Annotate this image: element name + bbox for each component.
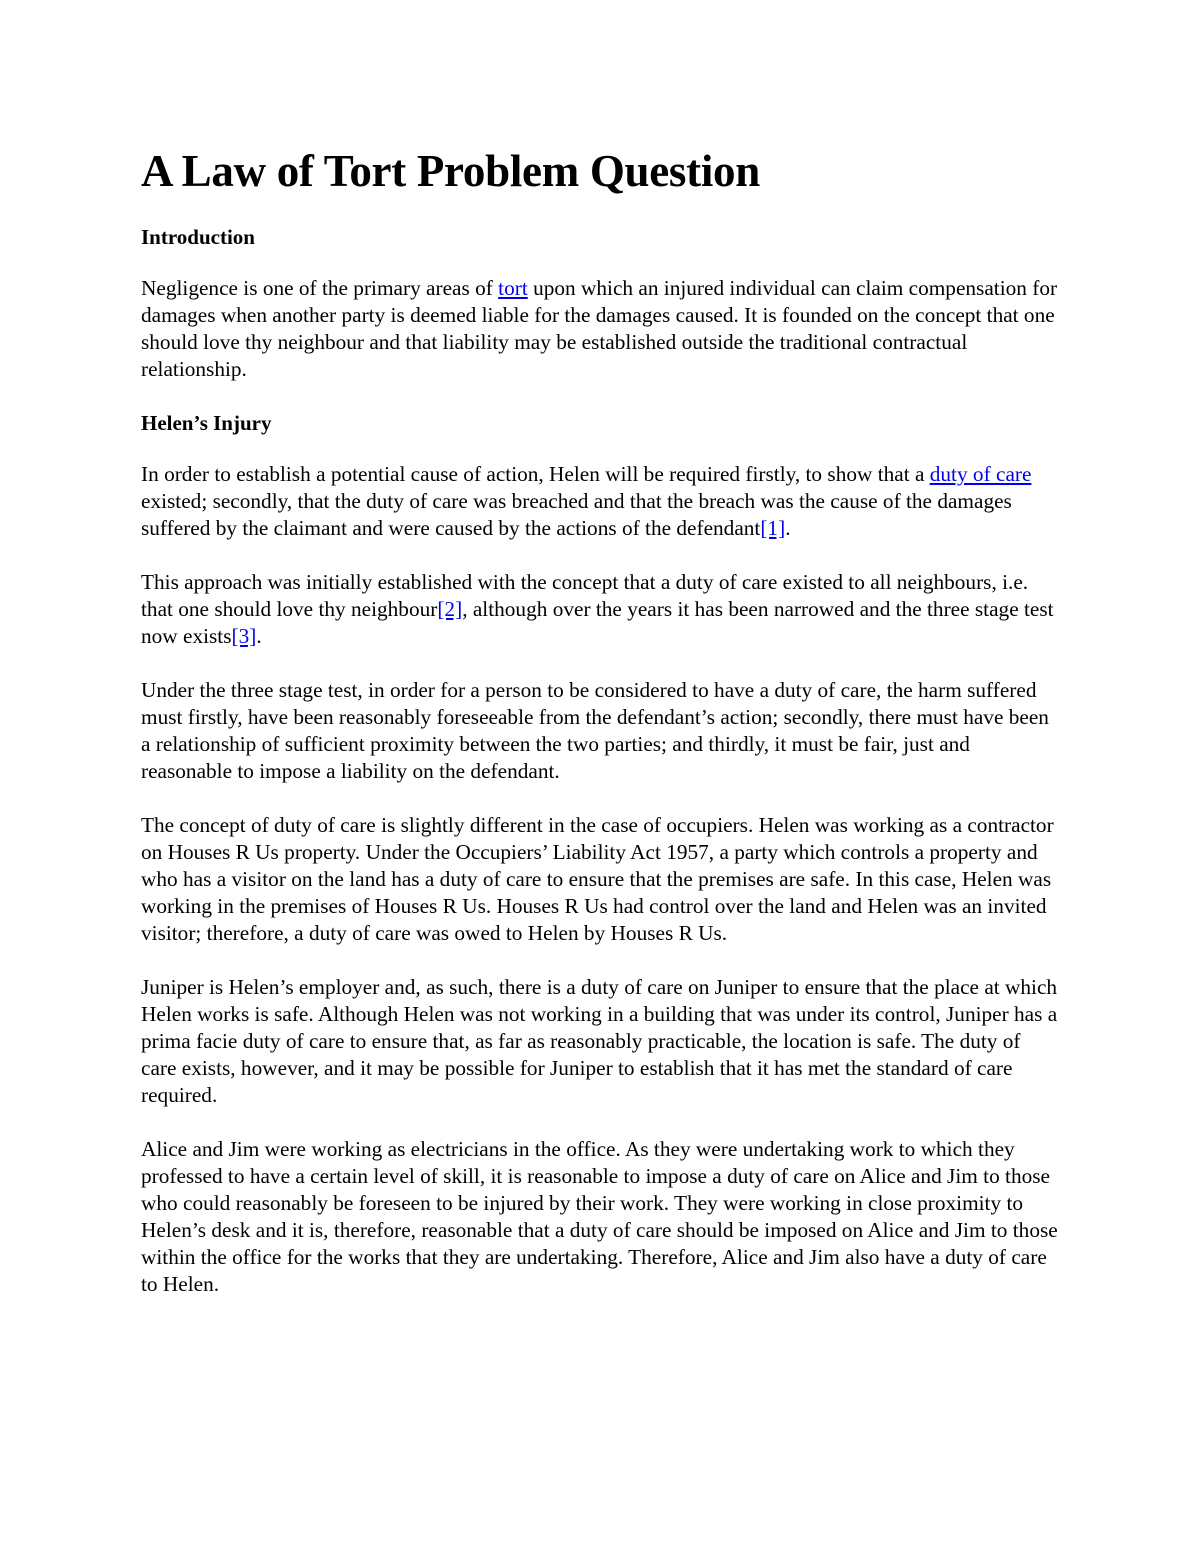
paragraph-text: , although over the years it has been narrowed and the three stage test now exists <box>141 597 1054 648</box>
paragraph-intro <box>141 275 1061 383</box>
heading-helens-injury: Helen’s Injury <box>141 411 272 435</box>
paragraph-text: . <box>256 624 262 648</box>
paragraph-three-stage-test: Under the three stage test, in order for a person to be considered to have a duty of care, the harm suffered must firstly, have been reasonably foreseeable from the defendant’s action; secondly, there must have been a relationship of sufficient proximity between the two parties; and thirdly, it must be fair, just and reasonable to impose a liability on the defendant. <box>141 678 1049 783</box>
paragraph-text: In order to establish a potential cause of action, Helen will be required firstly, to show that a <box>141 462 930 486</box>
footnote-link-1[interactable]: [1] <box>760 516 786 540</box>
page-title: A Law of Tort Problem Question <box>141 146 760 196</box>
paragraph-text: Negligence is one of the primary areas of <box>141 276 499 300</box>
link-duty-of-care[interactable]: duty of care <box>929 462 1032 486</box>
paragraph-text: existed; secondly, that the duty of care was breached and that the breach was the cause of the damages suffered by the claimant and were caused by the actions of the defendant <box>141 489 1012 540</box>
paragraph-text: . <box>785 516 791 540</box>
paragraph-text: This approach was initially established with the concept that a duty of care existed to all neighbours, i.e. that one should love thy neighbour <box>141 570 1029 621</box>
heading-introduction: Introduction <box>141 225 255 249</box>
paragraph-juniper: Juniper is Helen’s employer and, as such, there is a duty of care on Juniper to ensure that the place at which Helen works is safe. Although Helen was not working in a building that was under its control, Juniper has a prima facie duty of care to ensure that, as far as reasonably practicable, the location is safe. The duty of care exists, however, and it may be possible for Juniper to establish that it has met the standard of care required. <box>141 975 1058 1107</box>
paragraph-occupiers: The concept of duty of care is slightly different in the case of occupiers. Helen was working as a contractor on Houses R Us property. Under the Occupiers’ Liability Act 1957, a party which controls a property and who has a visitor on the land has a duty of care to ensure that the premises are safe. In this case, Helen was working in the premises of Houses R Us. Houses R Us had control over the land and Helen was an invited visitor; therefore, a duty of care was owed to Helen by Houses R Us. <box>141 813 1054 945</box>
link-tort[interactable]: tort <box>498 276 528 300</box>
document-page <box>141 140 1061 1325</box>
paragraph-neighbour-principle <box>141 569 1061 650</box>
paragraph-text: upon which an injured individual can claim compensation for damages when another party is deemed liable for the damages caused. It is founded on the concept that one should love thy neighbour and that liability may be established outside the traditional contractual relationship. <box>141 276 1058 381</box>
paragraph-alice-jim: Alice and Jim were working as electricians in the office. As they were undertaking work to which they professed to have a certain level of skill, it is reasonable to impose a duty of care on Alice and Jim to those who could reasonably be foreseen to be injured by their work. They were working in close proximity to Helen’s desk and it is, therefore, reasonable that a duty of care should be imposed on Alice and Jim to those within the office for the works that they are undertaking. Therefore, Alice and Jim also have a duty of care to Helen. <box>141 1137 1058 1296</box>
footnote-link-3[interactable]: [3] <box>231 624 257 648</box>
paragraph-cause-of-action <box>141 461 1061 542</box>
footnote-link-2[interactable]: [2] <box>437 597 463 621</box>
